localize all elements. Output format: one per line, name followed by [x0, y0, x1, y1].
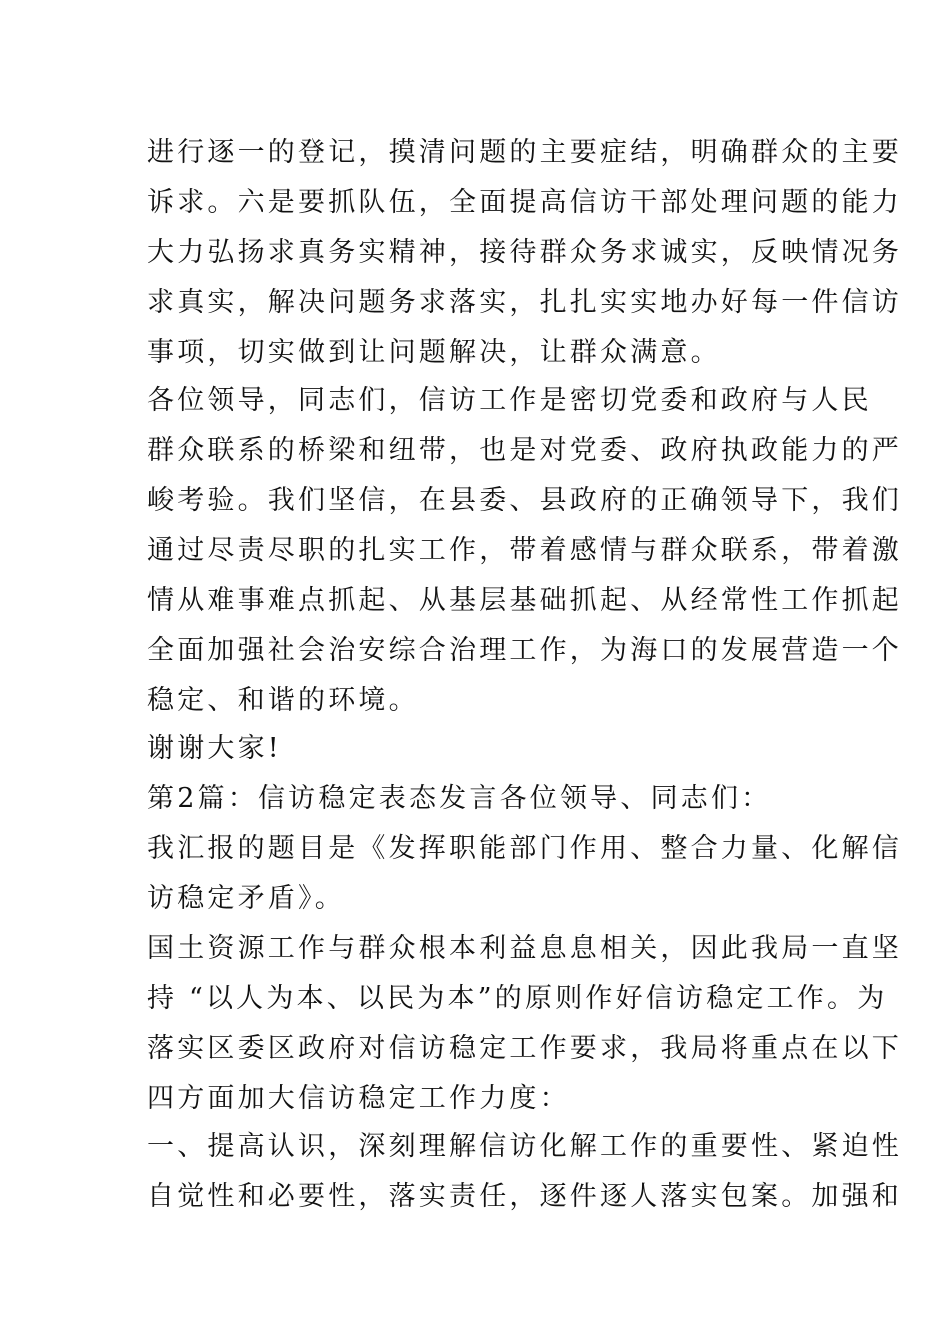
- text-line: 稳定、和谐的环境。: [147, 685, 419, 716]
- text-line: 求真实，解决问题务求落实，扎扎实实地办好每一件信访: [147, 287, 902, 318]
- text-line: 我汇报的题目是《发挥职能部门作用、整合力量、化解信: [147, 833, 902, 864]
- text-line: 峻考验。我们坚信，在县委、县政府的正确领导下，我们: [147, 485, 902, 516]
- text-line: 全面加强社会治安综合治理工作，为海口的发展营造一个: [147, 635, 902, 666]
- text-line: 四方面加大信访稳定工作力度：: [147, 1083, 570, 1114]
- text-line: 自觉性和必要性，落实责任，逐件逐人落实包案。加强和: [147, 1181, 902, 1212]
- text-line: 情从难事难点抓起、从基层基础抓起、从经常性工作抓起: [147, 585, 902, 616]
- text-line: 进行逐一的登记，摸清问题的主要症结，明确群众的主要: [147, 137, 902, 168]
- text-line: 谢谢大家!: [147, 733, 282, 764]
- text-line: 事项，切实做到让问题解决，让群众满意。: [147, 337, 721, 368]
- text-line: 持 “以人为本、以民为本”的原则作好信访稳定工作。为: [147, 983, 888, 1014]
- text-line: 大力弘扬求真务实精神，接待群众务求诚实，反映情况务: [147, 237, 902, 268]
- text-line: 一、提高认识，深刻理解信访化解工作的重要性、紧迫性: [147, 1131, 902, 1162]
- text-line: 通过尽责尽职的扎实工作，带着感情与群众联系，带着激: [147, 535, 902, 566]
- text-line: 访稳定矛盾》。: [147, 883, 345, 914]
- text-line: 国土资源工作与群众根本利益息息相关，因此我局一直坚: [147, 933, 902, 964]
- text-line: 落实区委区政府对信访稳定工作要求，我局将重点在以下: [147, 1033, 902, 1064]
- text-line: 第2篇：信访稳定表态发言各位领导、同志们：: [147, 783, 772, 814]
- text-line: 各位领导，同志们，信访工作是密切党委和政府与人民: [147, 385, 872, 416]
- text-line: 群众联系的桥梁和纽带，也是对党委、政府执政能力的严: [147, 435, 902, 466]
- text-line: 诉求。六是要抓队伍，全面提高信访干部处理问题的能力: [147, 187, 902, 218]
